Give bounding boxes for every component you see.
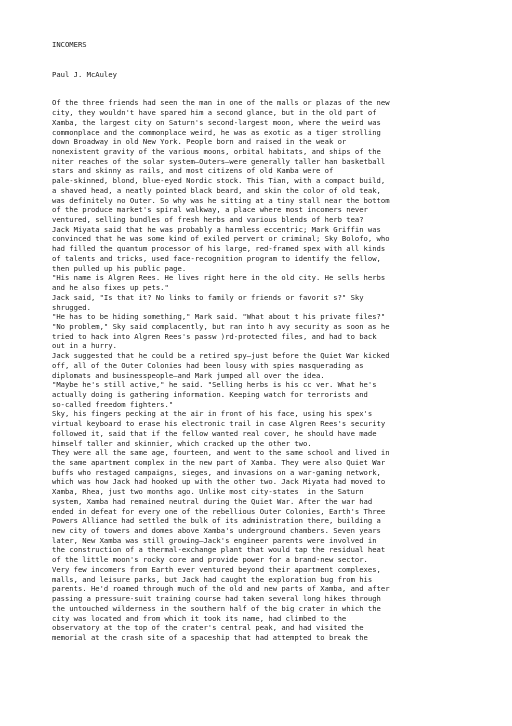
text-line: stars and skinny as rails, and most citizens of old Kamba were of [52,166,334,176]
text-line: of the little moon's rocky core and provide power for a brand-new sector. [52,555,368,565]
text-line: had filled the quantum processor of his large, red-framed spex with all kinds [52,244,386,254]
text-line: system, Xamba had remained neutral during the Quiet War. After the war had [52,496,373,506]
text-line: convinced that he was some kind of exiled pervert or criminal; Sky Bolofo, who [52,234,390,244]
text-line: commonplace and the commonplace weird, he was as exotic as a tiger strolling [52,127,381,137]
text-line: then pulled up his public page. [52,263,187,273]
text-line: a shaved head, a neatly pointed black beard, and skin the color of old teak, [52,185,381,195]
text-line: Powers Alliance had settled the bulk of its administration there, building a [52,516,381,526]
text-line: and he also fixes up pets." [52,283,169,293]
text-line: of talents and tricks, used face-recognition program to identify the fellow, [52,253,381,263]
text-line: Very few incomers from Earth ever ventured beyond their apartment complexes, [52,564,381,574]
text-line: of the produce market's spiral walkway, a place where most incomers never [52,205,368,215]
text-line: off, all of the Outer Colonies had been lousy with spies masquerading as [52,360,364,370]
text-line: Xamba, Rhea, just two months ago. Unlike most city-states in the Saturn [52,487,364,497]
text-line: which was how Jack had hooked up with the other two. Jack Miyata had moved to [52,477,386,487]
text-line: passing a pressure-suit training course had taken several long hikes through [52,594,381,604]
text-line: was definitely no Outer. So why was he sitting at a tiny stall near the bottom [52,195,390,205]
text-line: pale-skinned, blond, blue-eyed Nordic stock. This Tian, with a compact build, [52,176,386,186]
text-line: "His name is Algren Rees. He lives right here in the old city. He sells herbs [52,273,386,283]
text-line: malls, and leisure parks, but Jack had caught the exploration bug from his [52,574,373,584]
text-line: Of the three friends had seen the man in one of the malls or plazas of the new [52,98,390,108]
document-body [52,98,472,642]
text-line: Xamba, the largest city on Saturn's second-largest moon, where the weird was [52,117,381,127]
text-line: They were all the same age, fourteen, and went to the same school and lived in [52,448,390,458]
text-line: out in a hurry. [52,341,117,351]
text-line: observatory at the top of the crater's central peak, and had visited the [52,623,364,633]
text-line: "No problem," Sky said complacently, but ran into h avy security as soon as he [52,321,390,331]
text-line: city, they wouldn't have spared him a second glance, but in the old part of [52,108,377,118]
text-line: down Broadway in old New York. People born and raised in the weak or [52,137,347,147]
text-line: diplomats and businesspeople—and Mark jumped all over the idea. [52,370,325,380]
document-title: INCOMERS [52,40,87,49]
text-line: Jack suggested that he could be a retired spy—just before the Quiet War kicked [52,351,390,361]
text-line: niter reaches of the solar system—Outers—were generally taller han basketball [52,156,386,166]
text-line: parents. He'd roamed through much of the old and new parts of Xamba, and after [52,584,390,594]
text-line: Sky, his fingers pecking at the air in front of his face, using his spex's [52,409,373,419]
text-line: so-called freedom fighters." [52,399,174,409]
text-line: the construction of a thermal-exchange plant that would tap the residual heat [52,545,386,555]
text-line: "He has to be hiding something," Mark said. "What about t his private files?" [52,312,386,322]
text-line: buffs who restaged campaigns, sieges, and invasions on a war-gaming network, [52,467,381,477]
text-line: followed it, said that if the fellow wanted real cover, he should have made [52,428,377,438]
text-line: tried to hack into Algren Rees's passw )rd-protected files, and had to back [52,331,377,341]
text-line: the untouched wilderness in the southern half of the big crater in which the [52,603,381,613]
text-line: shrugged. [52,302,91,312]
text-line: ended in defeat for every one of the rebellious Outer Colonies, Earth's Three [52,506,386,516]
text-line: Jack Miyata said that he was probably a harmless eccentric; Mark Griffin was [52,224,381,234]
document-author: Paul J. McAuley [52,69,117,79]
text-line: nonexistent gravity of the various moons, orbital habitats, and ships of the [52,147,381,156]
text-line: himself taller and skinnier, which cracked up the other two. [52,438,312,448]
text-line: new city of towers and domes above Xamba's underground chambers. Seven years [52,526,381,536]
text-line: Jack said, "Is that it? No links to family or friends or favorit s?" Sky [52,292,364,302]
text-line: actually doing is gathering information. Keeping watch for terrorists and [52,389,368,399]
text-line: city was located and from which it took its name, had climbed to the [52,613,347,623]
text-line: "Maybe he's still active," he said. "Selling herbs is his cc ver. What he's [52,380,377,390]
text-line: ventured, selling bundles of fresh herbs and various blends of herb tea? [52,215,364,225]
text-line: later, New Xamba was still growing—Jack's engineer parents were involved in [52,535,377,545]
text-line: the same apartment complex in the new part of Xamba. They were also Quiet War [52,458,386,467]
text-line: memorial at the crash site of a spaceship that had attempted to break the [52,632,368,642]
text-line: virtual keyboard to erase his electronic trail in case Algren Rees's security [52,419,386,429]
